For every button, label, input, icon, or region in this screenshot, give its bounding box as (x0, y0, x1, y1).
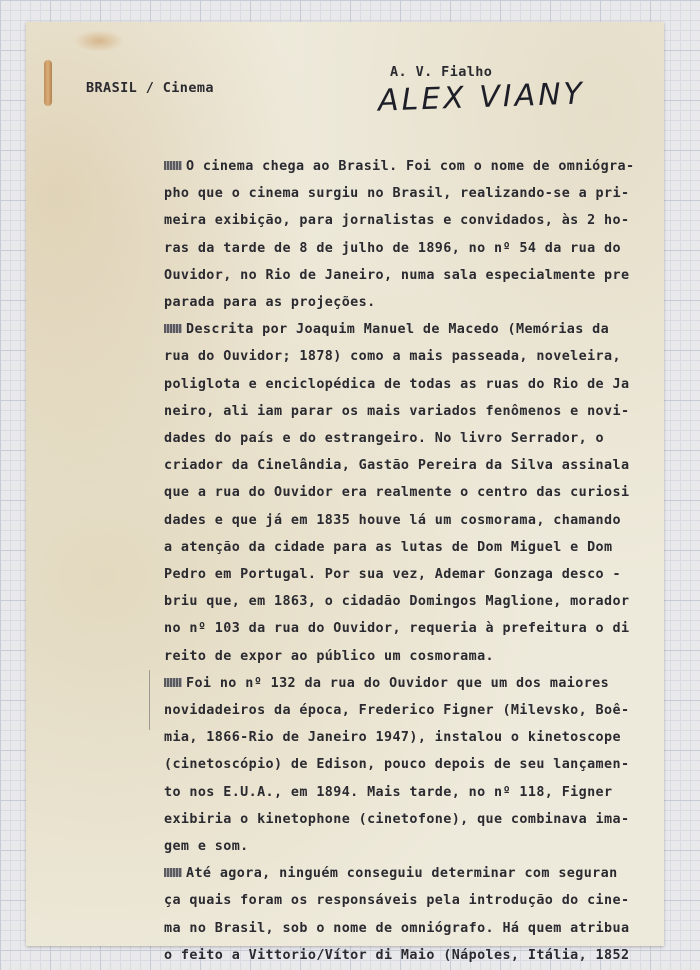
paragraph-1-line-6: parada para as projeções. (164, 295, 376, 311)
paragraph-2-line-13: reito de expor ao público um cosmorama. (164, 648, 495, 664)
paragraph-3-line-6: exibiria o kinetophone (cinetofone), que combinava ima- (164, 811, 630, 827)
paragraph-2-line-11: briu que, em 1863, o cidadão Domingos Maglione, morador (164, 594, 630, 610)
typewritten-page (26, 22, 664, 963)
paragraph-mark (164, 678, 182, 687)
paragraph-4-line-3: ma no Brasil, sob o nome de omniógrafo. Há quem atribua (164, 920, 630, 936)
paragraph-2-line-5: dades do país e do estrangeiro. No livro Serrador, o (164, 431, 605, 447)
handwritten-signature: ALEX VIANY (377, 76, 586, 119)
paragraph-3-line-3: mia, 1866-Rio de Janeiro 1947), instalou o kinetoscope (164, 730, 621, 746)
paragraph-2-line-8: dades e que já em 1835 houve lá um cosmorama, chamando (164, 512, 621, 528)
paragraph-2-line-1: Descrita por Joaquim Manuel de Macedo (Memórias da (164, 316, 624, 343)
paragraph-2-line-10: Pedro em Portugal. Por sua vez, Ademar Gonzaga desco - (164, 567, 621, 583)
paragraph-mark (164, 161, 182, 170)
section-label: BRASIL / Cinema (86, 80, 214, 96)
paragraph-4-line-2: ça quais foram os responsáveis pela introdução do cine- (164, 893, 630, 909)
staple-mark (44, 60, 52, 106)
paragraph-1-line-3: meira exibição, para jornalistas e convidados, às 2 ho- (164, 213, 630, 229)
paragraph-2-line-3: poliglota e enciclopédica de todas as ruas do Rio de Ja (164, 376, 630, 392)
paragraph-1-line-1: O cinema chega ao Brasil. Foi com o nome de omniógra- (164, 153, 624, 180)
rust-stain (74, 30, 124, 52)
paragraph-3-line-2: novidadeiros da época, Frederico Figner (Milevsko, Boê- (164, 703, 630, 719)
paragraph-3-line-5: to nos E.U.A., em 1894. Mais tarde, no nº 118, Figner (164, 784, 613, 800)
paragraph-mark (164, 868, 182, 877)
article-body (164, 153, 635, 969)
paragraph-3-line-7: gem e som. (164, 839, 249, 855)
paragraph-2-line-6: criador da Cinelândia, Gastão Pereira da Silva assinala (164, 458, 630, 474)
paragraph-1-line-4: ras da tarde de 8 de julho de 1896, no nº 54 da rua do (164, 240, 621, 256)
paragraph-2-line-4: neiro, ali iam parar os mais variados fenômenos e novi- (164, 403, 630, 419)
author-name: A. V. Fialho (390, 64, 493, 80)
margin-pencil-line (149, 670, 150, 730)
paragraph-3-line-1: Foi no nº 132 da rua do Ouvidor que um dos maiores (164, 670, 624, 697)
paragraph-2-line-9: a atenção da cidade para as lutas de Dom Miguel e Dom (164, 539, 613, 555)
paragraph-1-line-5: Ouvidor, no Rio de Janeiro, numa sala especialmente pre (164, 267, 630, 283)
paragraph-2-line-7: que a rua do Ouvidor era realmente o centro das curiosi (164, 485, 630, 501)
paragraph-4-line-4: o feito a Vittorio/Vítor di Maio (Nápoles, Itália, 1852 (164, 947, 630, 963)
paragraph-mark (164, 324, 182, 333)
paragraph-4-line-1: Até agora, ninguém conseguiu determinar com seguran (164, 860, 624, 887)
paragraph-2-line-2: rua do Ouvidor; 1878) como a mais passeada, noveleira, (164, 349, 621, 365)
paragraph-3-line-4: (cinetoscópio) de Edison, pouco depois de seu lançamen- (164, 757, 630, 773)
paragraph-2-line-12: no nº 103 da rua do Ouvidor, requeria à prefeitura o di (164, 621, 630, 637)
paragraph-1-line-2: pho que o cinema surgiu no Brasil, realizando-se a pri- (164, 186, 630, 202)
